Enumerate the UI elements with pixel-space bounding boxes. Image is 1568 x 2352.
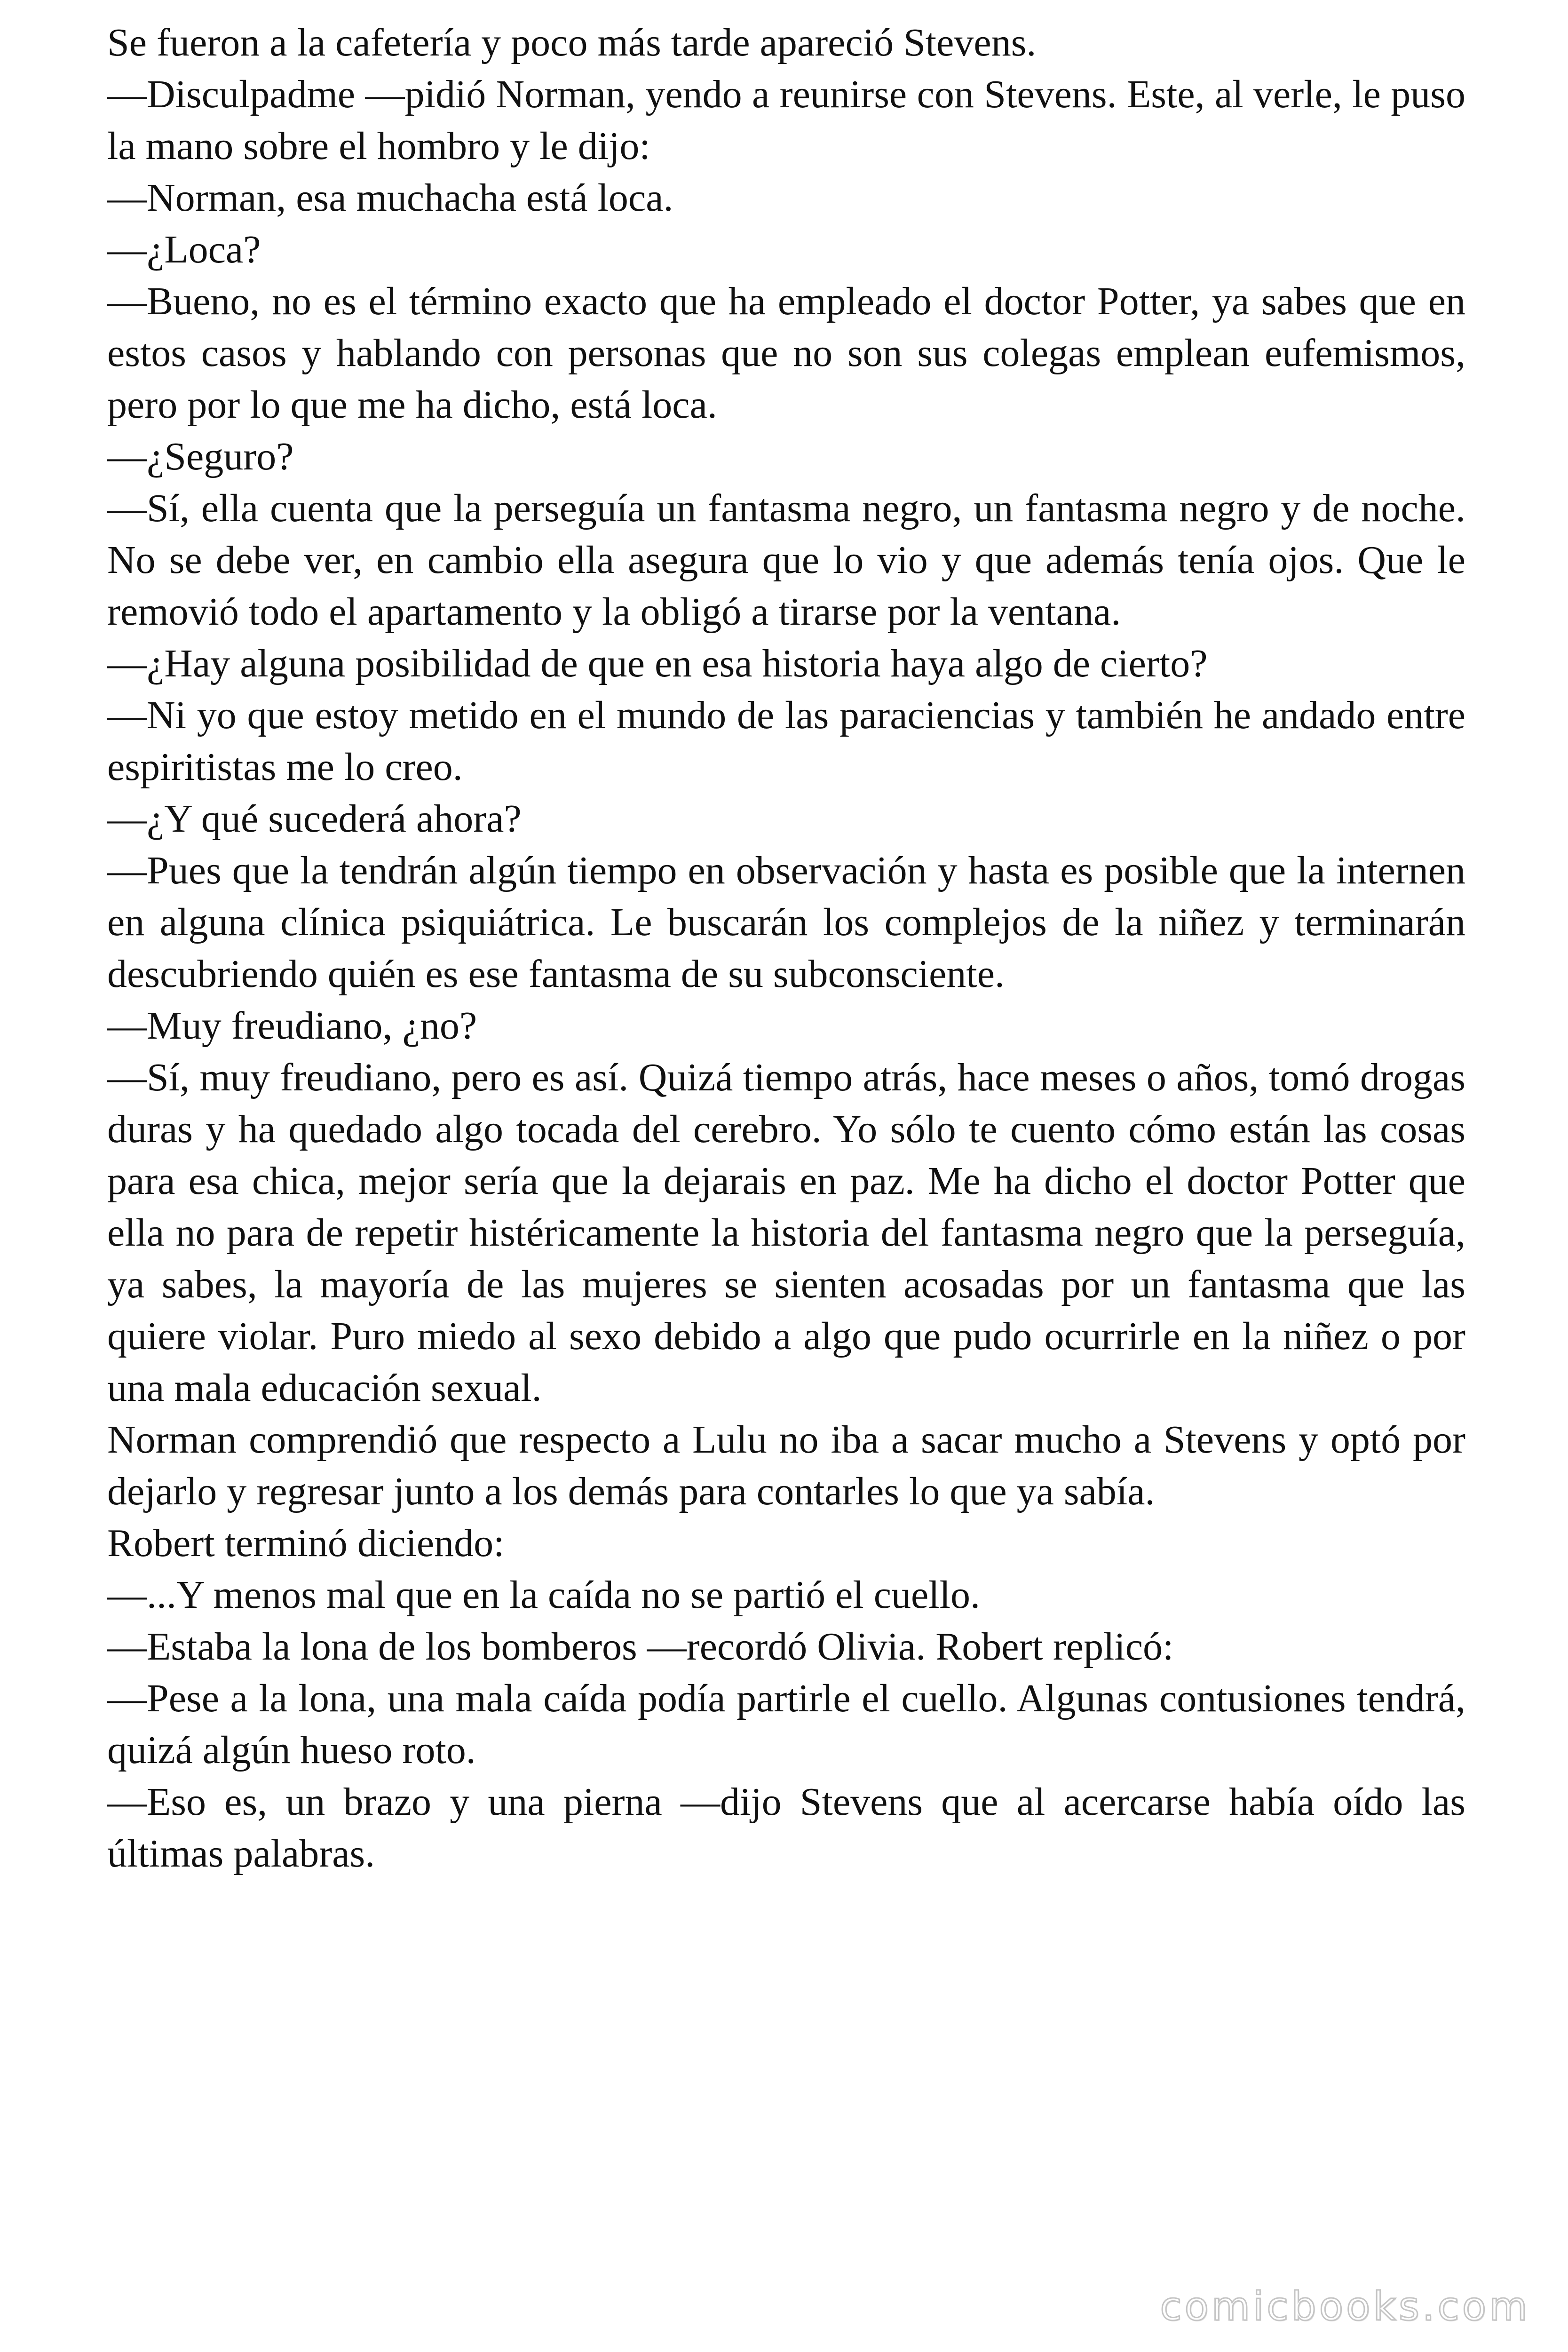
paragraph: —Pues que la tendrán algún tiempo en observación y hasta es posible que la internen en alguna clínica psiquiátrica. Le buscarán los complejos de la niñez y terminarán descubriendo quién es ese fantasma de su subconsciente.: [107, 849, 1465, 996]
paragraph: —¿Seguro?: [107, 435, 294, 478]
paragraph: —¿Y qué sucederá ahora?: [107, 797, 522, 841]
paragraph: —Muy freudiano, ¿no?: [107, 1004, 477, 1048]
watermark: comicbooks.com: [1160, 2283, 1530, 2329]
paragraph: —Bueno, no es el término exacto que ha empleado el doctor Potter, ya sabes que en estos casos y hablando con personas que no son sus colegas emplean eufemismos, pero por lo que me ha dicho, está loca.: [107, 279, 1465, 427]
paragraph: —Sí, muy freudiano, pero es así. Quizá tiempo atrás, hace meses o años, tomó drogas duras y ha quedado algo tocada del cerebro. Yo sólo te cuento cómo están las cosas para esa chica, mejor sería que la dejarais en paz. Me ha dicho el doctor Potter que ella no para de repetir histéricamente la historia del fantasma negro que la perseguía, ya sabes, la mayoría de las mujeres se sienten acosadas por un fantasma que las quiere violar. Puro miedo al sexo debido a algo que pudo ocurrirle en la niñez o por una mala educación sexual.: [107, 1056, 1465, 1410]
paragraph: —...Y menos mal que en la caída no se partió el cuello.: [107, 1573, 980, 1617]
document-page: [107, 17, 1465, 1880]
paragraph: —Ni yo que estoy metido en el mundo de las paraciencias y también he andado entre espiritistas me lo creo.: [107, 693, 1465, 789]
paragraph: —Sí, ella cuenta que la perseguía un fantasma negro, un fantasma negro y de noche. No se debe ver, en cambio ella asegura que lo vio y que además tenía ojos. Que le removió todo el apartamento y la obligó a tirarse por la ventana.: [107, 486, 1465, 634]
paragraph: —Pese a la lona, una mala caída podía partirle el cuello. Algunas contusiones tendrá, quizá algún hueso roto.: [107, 1677, 1465, 1772]
paragraph: —Disculpadme —pidió Norman, yendo a reunirse con Stevens. Este, al verle, le puso la mano sobre el hombro y le dijo:: [107, 72, 1465, 168]
paragraph: —Norman, esa muchacha está loca.: [107, 176, 673, 220]
paragraph: —¿Hay alguna posibilidad de que en esa historia haya algo de cierto?: [107, 642, 1208, 685]
paragraph: —Eso es, un brazo y una pierna —dijo Stevens que al acercarse había oído las últimas palabras.: [107, 1780, 1465, 1875]
paragraph: Robert terminó diciendo:: [107, 1521, 505, 1565]
paragraph: Norman comprendió que respecto a Lulu no iba a sacar mucho a Stevens y optó por dejarlo y regresar junto a los demás para contarles lo que ya sabía.: [107, 1418, 1465, 1513]
paragraph: —¿Loca?: [107, 228, 261, 271]
paragraph: —Estaba la lona de los bomberos —recordó Olivia. Robert replicó:: [107, 1625, 1174, 1669]
paragraph: Se fueron a la cafetería y poco más tarde apareció Stevens.: [107, 21, 1037, 64]
